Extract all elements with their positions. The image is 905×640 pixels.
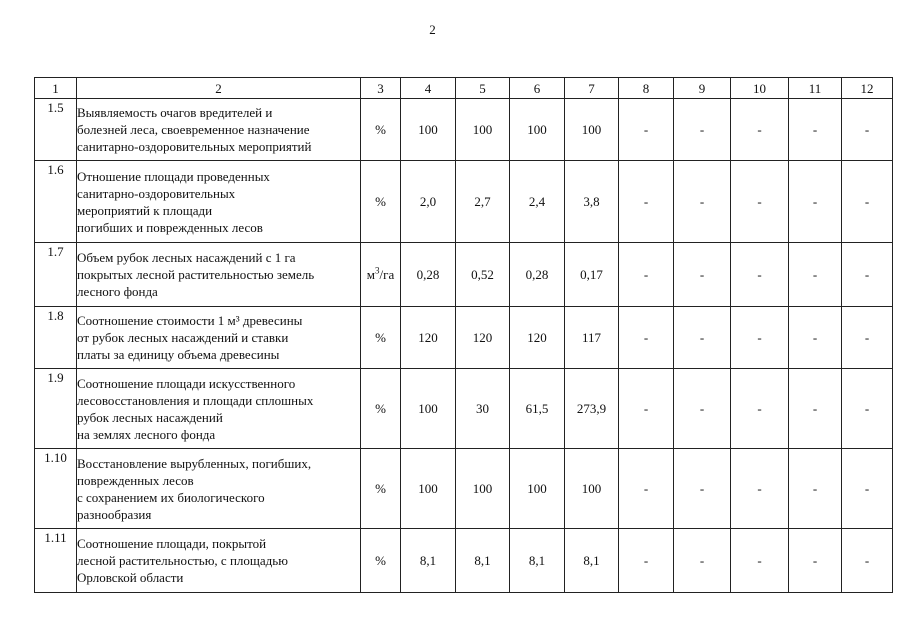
- row-number: 1.11: [35, 529, 77, 593]
- row-unit: [361, 307, 401, 369]
- value-cell: 273,9: [565, 369, 619, 449]
- value-cell: -: [789, 307, 842, 369]
- value-cell: 2,7: [456, 161, 510, 243]
- value-cell: 8,1: [401, 529, 456, 593]
- row-description: Восстановление вырубленных, погибших, поврежденных лесов с сохранением их биологического разнообразия: [77, 455, 312, 522]
- header-cell: 2: [77, 78, 361, 99]
- value-cell: -: [619, 307, 674, 369]
- row-description-cell: [77, 243, 361, 307]
- row-description: Соотношение площади, покрытой лесной растительностью, с площадью Орловской области: [77, 536, 288, 585]
- table-row: [35, 529, 893, 593]
- page-number: 2: [429, 22, 436, 37]
- value-cell: -: [731, 449, 789, 529]
- value-cell: 2,4: [510, 161, 565, 243]
- value-cell: -: [789, 161, 842, 243]
- value-cell: 100: [401, 369, 456, 449]
- row-number: 1.7: [35, 243, 77, 307]
- value-cell: -: [731, 369, 789, 449]
- header-cell: 4: [401, 78, 456, 99]
- value-cell: 61,5: [510, 369, 565, 449]
- value-cell: 100: [456, 99, 510, 161]
- table-row: [35, 369, 893, 449]
- header-cell: 7: [565, 78, 619, 99]
- value-cell: -: [789, 449, 842, 529]
- row-description: Соотношение площади искусственного лесовосстановления и площади сплошных рубок лесных насаждений на землях лесного фонда: [77, 375, 314, 442]
- table-row: [35, 99, 893, 161]
- header-cell: 5: [456, 78, 510, 99]
- row-number: 1.5: [35, 99, 77, 161]
- header-cell: 12: [842, 78, 893, 99]
- row-unit: [361, 369, 401, 449]
- row-description-cell: [77, 369, 361, 449]
- value-cell: 2,0: [401, 161, 456, 243]
- unit-superscript: 3: [375, 265, 380, 276]
- row-unit: [361, 161, 401, 243]
- value-cell: 120: [510, 307, 565, 369]
- value-cell: -: [842, 449, 893, 529]
- header-cell: 11: [789, 78, 842, 99]
- unit-base: %: [375, 330, 386, 345]
- value-cell: -: [619, 99, 674, 161]
- value-cell: -: [842, 307, 893, 369]
- row-description: Объем рубок лесных насаждений с 1 га покрытых лесной растительностью земель лесного фонда: [77, 250, 315, 299]
- value-cell: -: [674, 99, 731, 161]
- unit-suffix: /га: [379, 267, 395, 282]
- value-cell: -: [842, 369, 893, 449]
- row-description-cell: [77, 529, 361, 593]
- value-cell: -: [619, 529, 674, 593]
- value-cell: 120: [401, 307, 456, 369]
- value-cell: 100: [565, 449, 619, 529]
- row-unit: [361, 243, 401, 307]
- unit-base: %: [375, 122, 386, 137]
- unit-base: м: [366, 267, 375, 282]
- value-cell: -: [789, 529, 842, 593]
- value-cell: -: [842, 161, 893, 243]
- unit-base: %: [375, 481, 386, 496]
- header-cell: 10: [731, 78, 789, 99]
- header-cell: 6: [510, 78, 565, 99]
- header-cell: 1: [35, 78, 77, 99]
- table-row: [35, 161, 893, 243]
- value-cell: -: [674, 307, 731, 369]
- value-cell: 0,28: [510, 243, 565, 307]
- table-row: [35, 307, 893, 369]
- value-cell: 120: [456, 307, 510, 369]
- row-unit: [361, 449, 401, 529]
- row-description-cell: [77, 161, 361, 243]
- row-unit: [361, 99, 401, 161]
- value-cell: 8,1: [456, 529, 510, 593]
- value-cell: 30: [456, 369, 510, 449]
- value-cell: 8,1: [565, 529, 619, 593]
- value-cell: -: [731, 161, 789, 243]
- value-cell: 3,8: [565, 161, 619, 243]
- value-cell: -: [842, 99, 893, 161]
- row-number: 1.6: [35, 161, 77, 243]
- value-cell: -: [674, 161, 731, 243]
- row-number: 1.8: [35, 307, 77, 369]
- value-cell: -: [619, 369, 674, 449]
- value-cell: -: [674, 529, 731, 593]
- row-unit: [361, 529, 401, 593]
- value-cell: 100: [401, 99, 456, 161]
- value-cell: 100: [565, 99, 619, 161]
- header-cell: 9: [674, 78, 731, 99]
- value-cell: -: [674, 369, 731, 449]
- row-description-cell: [77, 99, 361, 161]
- unit-base: %: [375, 401, 386, 416]
- value-cell: 100: [401, 449, 456, 529]
- row-description-cell: [77, 449, 361, 529]
- row-description-cell: [77, 307, 361, 369]
- value-cell: -: [842, 243, 893, 307]
- value-cell: 8,1: [510, 529, 565, 593]
- value-cell: -: [619, 449, 674, 529]
- header-cell: 3: [361, 78, 401, 99]
- value-cell: -: [619, 243, 674, 307]
- value-cell: -: [731, 529, 789, 593]
- row-description: Соотношение стоимости 1 м³ древесины от рубок лесных насаждений и ставки платы за единицу объема древесины: [77, 313, 303, 362]
- table-row: [35, 243, 893, 307]
- value-cell: -: [619, 161, 674, 243]
- value-cell: -: [789, 99, 842, 161]
- value-cell: 117: [565, 307, 619, 369]
- table-row: [35, 449, 893, 529]
- indicators-table: [34, 77, 893, 593]
- value-cell: -: [674, 449, 731, 529]
- value-cell: -: [789, 369, 842, 449]
- row-description: Выявляемость очагов вредителей и болезней леса, своевременное назначение санитарно-оздоровительных мероприятий: [77, 105, 312, 154]
- value-cell: 0,52: [456, 243, 510, 307]
- value-cell: 0,17: [565, 243, 619, 307]
- value-cell: -: [731, 307, 789, 369]
- value-cell: -: [731, 243, 789, 307]
- row-number: 1.9: [35, 369, 77, 449]
- header-row: [35, 78, 893, 99]
- value-cell: -: [731, 99, 789, 161]
- value-cell: 100: [456, 449, 510, 529]
- unit-base: %: [375, 194, 386, 209]
- value-cell: -: [842, 529, 893, 593]
- value-cell: 0,28: [401, 243, 456, 307]
- value-cell: -: [674, 243, 731, 307]
- unit-base: %: [375, 553, 386, 568]
- value-cell: 100: [510, 99, 565, 161]
- value-cell: 100: [510, 449, 565, 529]
- header-cell: 8: [619, 78, 674, 99]
- value-cell: -: [789, 243, 842, 307]
- row-number: 1.10: [35, 449, 77, 529]
- row-description: Отношение площади проведенных санитарно-оздоровительных мероприятий к площади погибших и поврежденных лесов: [77, 168, 270, 235]
